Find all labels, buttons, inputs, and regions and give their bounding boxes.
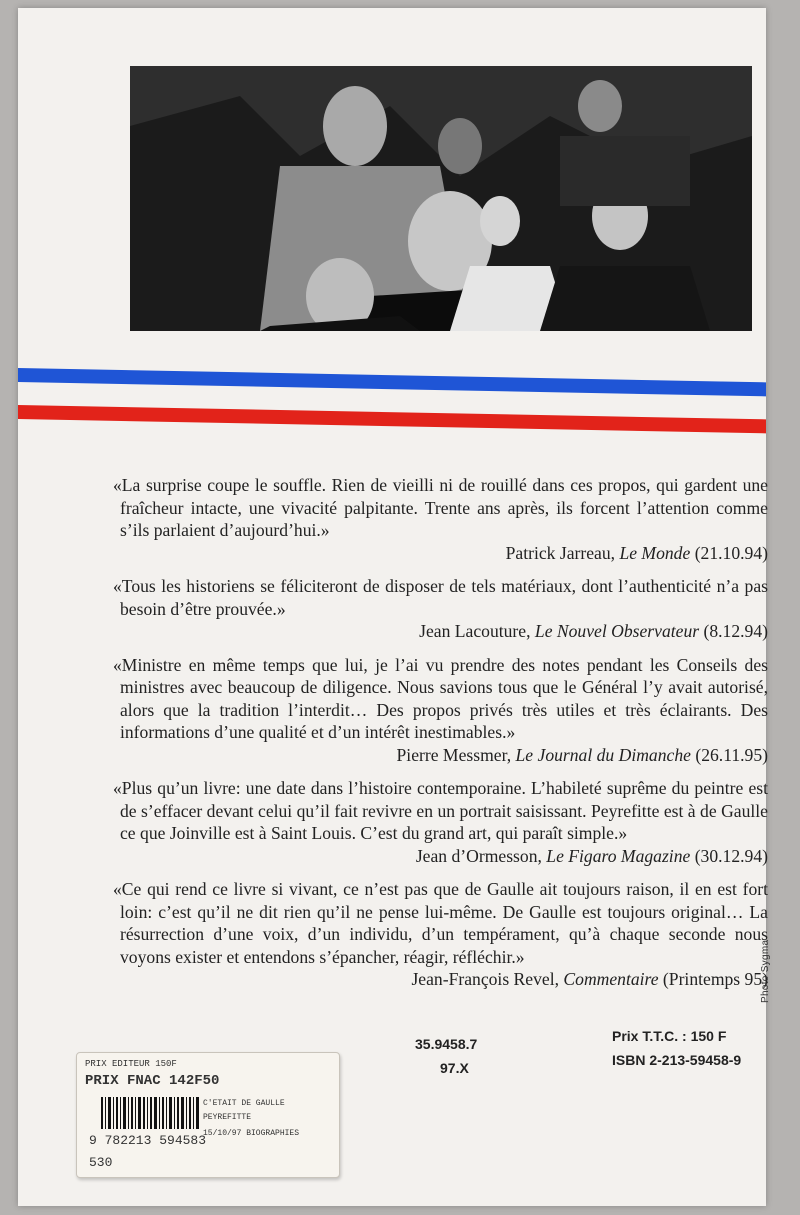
blue-stripe xyxy=(18,368,766,396)
quote-attribution xyxy=(113,968,768,991)
quote-4 xyxy=(113,777,768,867)
quote-2 xyxy=(113,575,768,643)
catalog-suffix: 97.X xyxy=(440,1060,469,1076)
barcode-icon xyxy=(101,1097,201,1129)
quote-date: (Printemps 95) xyxy=(658,969,768,989)
sticker-category: 15/10/97 BIOGRAPHIES xyxy=(203,1129,300,1138)
quote-source: Le Journal du Dimanche xyxy=(515,744,691,765)
book-back-cover xyxy=(18,8,771,1206)
quote-1 xyxy=(113,474,768,564)
quote-author: Pierre Messmer, xyxy=(396,744,516,765)
quote-date: (30.12.94) xyxy=(690,845,768,866)
photo-scene xyxy=(130,66,752,331)
quote-source: Commentaire xyxy=(563,969,659,989)
photo-credit: Photo Sygma xyxy=(760,939,771,1003)
sticker-number: 530 xyxy=(89,1155,113,1170)
quote-text: «Plus qu’un livre: une date dans l’histoire contemporaine. L’habileté suprême du peintre est de s’effacer devant celui qu’il fait revivre en un portrait saisissant. Peyrefitte est à de Gaulle ce que Joinville est à Saint Louis. C’est du grand art, qui paraît simple.» xyxy=(113,778,768,843)
quote-date: (26.11.95) xyxy=(690,744,768,765)
barcode-number: 9 782213 594583 xyxy=(89,1133,207,1148)
review-quotes xyxy=(113,474,768,1002)
red-stripe xyxy=(18,405,766,433)
quote-3 xyxy=(113,654,768,767)
isbn-text: ISBN 2-213-59458-9 xyxy=(612,1052,742,1068)
price-sticker xyxy=(76,1052,340,1178)
quote-date: (21.10.94) xyxy=(690,542,768,563)
quote-author: Jean d’Ormesson, xyxy=(415,845,547,866)
quote-author: Jean Lacouture, xyxy=(419,621,535,641)
quote-text: «Ministre en même temps que lui, je l’ai vu prendre des notes pendant les Conseils des ministres avec beaucoup de diligence. Nous savions tous que le Général l’y avait autorisé, alors que la tradition l’interdit… Des propos privés très utiles et très éclairants. Des informations d’une qualité et d’un intérêt inestimables.» xyxy=(113,654,768,742)
sticker-author: PEYREFITTE xyxy=(203,1113,252,1122)
quote-attribution xyxy=(113,744,768,767)
catalog-code: 35.9458.7 xyxy=(415,1036,478,1052)
quote-text: «Tous les historiens se féliciteront de disposer de tels matériaux, dont l’authenticité n’a pas besoin d’être prouvée.» xyxy=(113,576,768,619)
quote-attribution xyxy=(113,845,768,868)
quote-attribution xyxy=(113,542,768,565)
quote-source: Le Monde xyxy=(619,542,691,563)
fnac-price-label: PRIX FNAC 142F50 xyxy=(85,1073,220,1089)
quote-source: Le Figaro Magazine xyxy=(546,845,691,866)
quote-5 xyxy=(113,878,768,991)
quote-attribution xyxy=(113,620,768,643)
price-text: Prix T.T.C. : 150 F xyxy=(612,1028,727,1044)
cover-photograph xyxy=(130,66,752,331)
quote-author: Jean-François Revel, xyxy=(411,969,564,989)
quote-author: Patrick Jarreau, xyxy=(505,542,620,563)
quote-date: (8.12.94) xyxy=(699,621,768,641)
quote-text: «La surprise coupe le souffle. Rien de vieilli ni de rouillé dans ces propos, qui gardent une fraîcheur intacte, une vivacité palpitante. Trente ans après, ils forcent l’attention comme s’ils parlaient d’aujourd’hui.» xyxy=(113,475,768,540)
sticker-title: C'ETAIT DE GAULLE xyxy=(203,1099,285,1108)
quote-text: «Ce qui rend ce livre si vivant, ce n’est pas que de Gaulle ait toujours raison, il en est fort loin: c’est qu’il ne dit rien qu’il ne pense lui-même. De Gaulle est toujours original… La résurrection d’une voix, d’un individu, d’un tempérament, qu’à chaque seconde nous voyons exister et entendons s’épancher, réagir, réfléchir.» xyxy=(113,879,768,967)
quote-source: Le Nouvel Observateur xyxy=(534,621,700,641)
editor-price-label: PRIX EDITEUR 150F xyxy=(85,1059,177,1069)
